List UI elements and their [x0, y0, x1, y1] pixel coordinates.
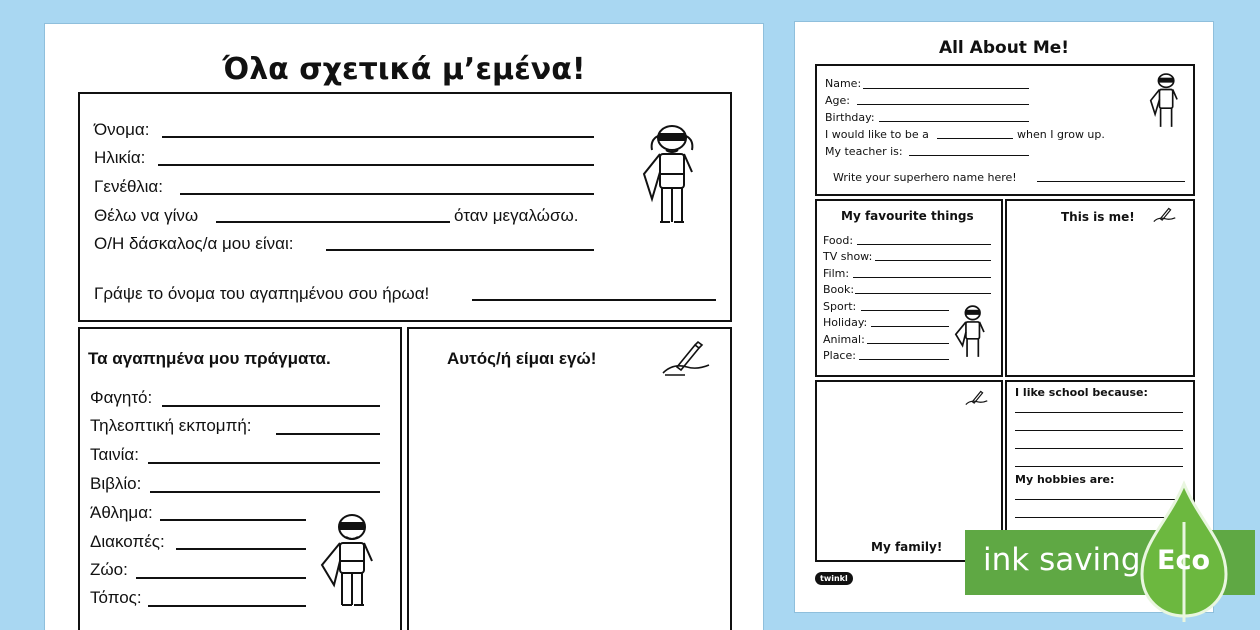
greek-fav-tv: Τηλεοπτική εκπομπή:	[90, 416, 252, 435]
english-want-line[interactable]	[937, 138, 1013, 139]
greek-hero-line[interactable]	[472, 299, 716, 301]
english-school-line-2[interactable]	[1015, 430, 1183, 431]
english-name-line[interactable]	[863, 88, 1029, 89]
pencil-hand-icon	[963, 388, 991, 408]
greek-worksheet	[45, 24, 763, 630]
greek-teacher-label: Ο/Η δάσκαλος/α μου είναι:	[94, 234, 294, 253]
english-fav-title: My favourite things	[841, 209, 974, 223]
greek-favourites-box	[78, 327, 402, 630]
english-fav-tv: TV show:	[823, 250, 873, 263]
english-thisisme-title: This is me!	[1061, 210, 1135, 224]
english-age-line[interactable]	[857, 104, 1029, 105]
superhero-girl-icon	[1143, 72, 1187, 140]
greek-title: Όλα σχετικά μ’εμένα!	[222, 52, 586, 87]
english-fav-film: Film:	[823, 267, 850, 280]
superhero-girl-icon	[630, 124, 710, 244]
english-want-label: I would like to be a	[825, 128, 929, 141]
english-teacher-label: My teacher is:	[825, 145, 903, 158]
english-fav-place: Place:	[823, 349, 856, 362]
english-fav-sport-line[interactable]	[861, 310, 949, 311]
greek-want-label: Θέλω να γίνω	[94, 206, 199, 225]
greek-age-label: Ηλικία:	[94, 148, 146, 167]
english-fav-holiday: Holiday:	[823, 316, 868, 329]
greek-hero-label: Γράψε το όνομα του αγαπημένου σου ήρωα!	[94, 284, 430, 303]
greek-birthday-label: Γενέθλια:	[94, 177, 163, 196]
greek-fav-place: Τόπος:	[90, 588, 142, 607]
english-fav-sport: Sport:	[823, 300, 857, 313]
english-fav-book: Book:	[823, 283, 855, 296]
greek-fav-film: Ταινία:	[90, 445, 139, 464]
english-hero-label: Write your superhero name here!	[833, 171, 1017, 184]
greek-fav-animal-line[interactable]	[136, 577, 306, 579]
greek-about-box	[78, 92, 732, 322]
greek-birthday-line[interactable]	[180, 193, 594, 195]
english-fav-film-line[interactable]	[853, 277, 991, 278]
english-thisisme-box	[1005, 199, 1195, 377]
greek-want-post: όταν μεγαλώσω.	[454, 206, 579, 225]
greek-fav-food-line[interactable]	[162, 405, 380, 407]
english-title: All About Me!	[938, 38, 1070, 58]
greek-age-line[interactable]	[158, 164, 594, 166]
greek-want-line[interactable]	[216, 221, 450, 223]
greek-name-line[interactable]	[162, 136, 594, 138]
pencil-hand-icon	[657, 339, 717, 379]
english-fav-holiday-line[interactable]	[871, 326, 949, 327]
greek-fav-sport-line[interactable]	[160, 519, 306, 521]
english-hobbies-title: My hobbies are:	[1015, 473, 1115, 486]
eco-text: Eco	[1157, 545, 1210, 576]
greek-fav-tv-line[interactable]	[276, 433, 380, 435]
english-school-title: I like school because:	[1015, 386, 1148, 399]
greek-fav-food: Φαγητό:	[90, 388, 153, 407]
english-fav-food-line[interactable]	[857, 244, 991, 245]
greek-thisisme-title: Αυτός/ή είμαι εγώ!	[447, 349, 597, 368]
greek-fav-animal: Ζώο:	[90, 560, 128, 579]
english-hero-line[interactable]	[1037, 181, 1185, 182]
greek-fav-sport: Άθλημα:	[90, 503, 153, 522]
greek-fav-film-line[interactable]	[148, 462, 380, 464]
greek-fav-place-line[interactable]	[148, 605, 306, 607]
greek-fav-book: Βιβλίο:	[90, 474, 142, 493]
greek-fav-holiday: Διακοπές:	[90, 532, 165, 551]
english-fav-food: Food:	[823, 234, 854, 247]
english-favourites-box	[815, 199, 1003, 377]
english-fav-book-line[interactable]	[855, 293, 991, 294]
english-age-label: Age:	[825, 94, 850, 107]
greek-fav-book-line[interactable]	[150, 491, 380, 493]
english-teacher-line[interactable]	[909, 155, 1029, 156]
english-family-title: My family!	[871, 540, 943, 554]
twinkl-logo: twinkl	[815, 572, 853, 585]
greek-name-label: Όνομα:	[94, 120, 150, 139]
english-birthday-line[interactable]	[879, 121, 1029, 122]
english-fav-tv-line[interactable]	[875, 260, 991, 261]
ink-saving-text: ink saving	[983, 542, 1141, 578]
english-fav-animal-line[interactable]	[867, 343, 949, 344]
english-name-label: Name:	[825, 77, 862, 90]
english-school-line-3[interactable]	[1015, 448, 1183, 449]
english-school-line-4[interactable]	[1015, 466, 1183, 467]
english-about-box	[815, 64, 1195, 196]
superhero-boy-icon	[314, 513, 384, 623]
english-birthday-label: Birthday:	[825, 111, 875, 124]
english-fav-place-line[interactable]	[859, 359, 949, 360]
english-school-line-1[interactable]	[1015, 412, 1183, 413]
english-fav-animal: Animal:	[823, 333, 865, 346]
greek-fav-title: Τα αγαπημένα μου πράγματα.	[88, 349, 331, 368]
superhero-boy-icon	[951, 305, 991, 367]
greek-fav-holiday-line[interactable]	[176, 548, 306, 550]
greek-thisisme-box	[407, 327, 732, 630]
greek-teacher-line[interactable]	[326, 249, 594, 251]
english-want-post: when I grow up.	[1017, 128, 1105, 141]
pencil-hand-icon	[1151, 205, 1179, 225]
